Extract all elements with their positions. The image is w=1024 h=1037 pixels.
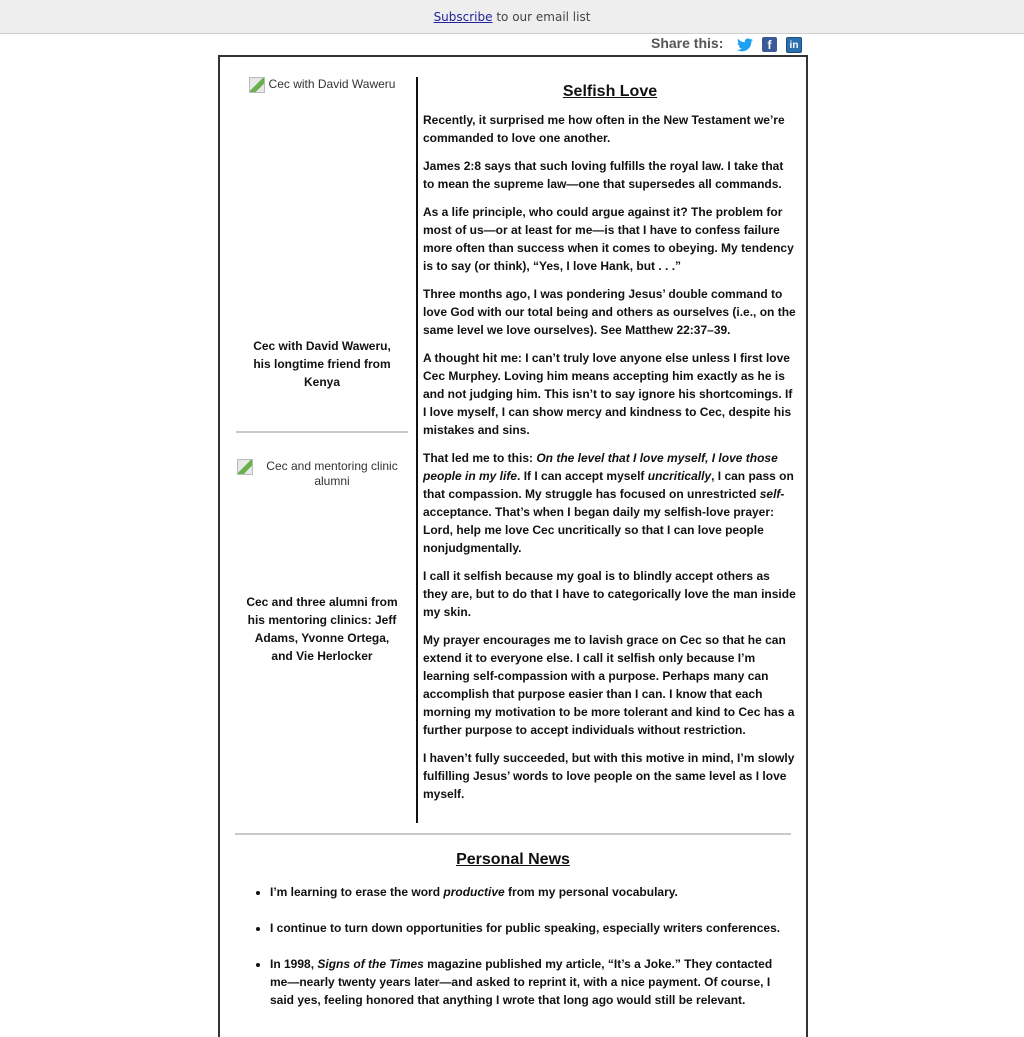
sidebar [236, 77, 408, 665]
text-run: In 1998, [270, 957, 318, 971]
news-item [270, 883, 791, 901]
news-title: Personal News [456, 851, 570, 868]
section-divider [235, 833, 791, 835]
photo-caption: Cec and three alumni from his mentoring clinics: Jeff Adams, Yvonne Ortega, and Vie Herlocker [246, 595, 398, 663]
twitter-icon[interactable] [737, 38, 752, 53]
news-item [270, 955, 791, 1009]
article-paragraph: Recently, it surprised me how often in the New Testament we’re commanded to love one another. [423, 113, 785, 145]
share-bar [640, 34, 810, 54]
newsletter-frame [218, 55, 808, 1037]
news-list [235, 883, 791, 1009]
emphasis-text: self [759, 487, 781, 501]
photo-mentoring-alumni [236, 459, 408, 593]
broken-image-icon [237, 459, 253, 475]
subscribe-text: to our email list [492, 10, 591, 24]
text-run: magazine published my article, “It’s a Joke.” They contacted me—nearly twenty years later—and asked to reprint it, with a nice payment. Of course, I said yes, feeling honored that anything I wrote that long ago would still be relevant. [270, 957, 773, 1007]
article-paragraph: A thought hit me: I can’t truly love anyone else unless I first love Cec Murphey. Loving him means accepting him exactly as he is and not judging him. This isn’t to say ignore his shortcomings. If I love myself, I can show mercy and kindness to Cec, despite his mistakes and sins. [423, 351, 793, 437]
share-label: Share this: [651, 35, 724, 51]
article-paragraph: I call it selfish because my goal is to blindly accept others as they are, but to do that I have to categorically love the man inside my skin. [423, 569, 796, 619]
emphasis-text: productive [443, 885, 505, 899]
text-run: -acceptance. That’s when I began daily my selfish-love prayer: Lord, help me love Cec uncritically so that I can love people nonjudgmentally. [423, 487, 785, 555]
article-paragraph: I haven’t fully succeeded, but with this motive in mind, I’m slowly fulfilling Jesus’ words to love people on the same level as I love myself. [423, 751, 795, 801]
article [423, 81, 797, 813]
personal-news [235, 851, 791, 1027]
photo-alt-text: Cec with David Waweru [268, 77, 396, 91]
text-run: . If I can accept myself [517, 469, 648, 483]
emphasis-text: On the level that I love myself, I love those people in my life [423, 451, 778, 483]
subscribe-bar [0, 0, 1024, 34]
emphasis-text: Signs of the Times [317, 957, 424, 971]
article-title: Selfish Love [562, 83, 658, 100]
text-run: from my personal vocabulary. [504, 885, 678, 899]
column-divider [416, 77, 418, 823]
article-paragraph [423, 449, 797, 557]
subscribe-link[interactable]: Subscribe [433, 10, 493, 24]
facebook-icon[interactable]: f [762, 37, 777, 52]
photo-david-waweru [236, 77, 408, 337]
broken-image-icon [249, 77, 265, 93]
article-paragraph: James 2:8 says that such loving fulfills the royal law. I take that to mean the supreme law—one that supersedes all commands. [423, 159, 784, 191]
article-paragraph: Three months ago, I was pondering Jesus’ double command to love God with our total being and others as ourselves (i.e., on the same level we love ourselves). See Matthew 22:37–39. [423, 287, 796, 337]
news-item: • I continue to turn down opportunities for public speaking, especially writers conferences. [270, 919, 791, 937]
text-run: That led me to this: [423, 451, 537, 465]
article-paragraph: My prayer encourages me to lavish grace on Cec so that he can extend it to everyone else. I call it selfish only because I’m learning self-compassion with a purpose. Perhaps many can accomplish that purpose easier than I can. I know that each morning my motivation to be more tolerant and kind to Cec has a further purpose to accept individuals without restriction. [423, 633, 795, 737]
photo-caption: Cec with David Waweru, his longtime friend from Kenya [253, 339, 391, 389]
photo-alt-text: Cec and mentoring clinic alumni [266, 459, 398, 488]
emphasis-text: uncritically [647, 469, 712, 483]
text-run: , I can pass on that compassion. My struggle has focused on unrestricted [423, 469, 794, 501]
linkedin-icon[interactable]: in [786, 37, 802, 53]
article-paragraph: As a life principle, who could argue against it? The problem for most of us—or at least for me—is that I have to confess failure more often than success when it comes to obeying. My tendency is to say (or think), “Yes, I love Hank, but . . .” [423, 205, 794, 273]
text-run: I’m learning to erase the word [270, 885, 444, 899]
